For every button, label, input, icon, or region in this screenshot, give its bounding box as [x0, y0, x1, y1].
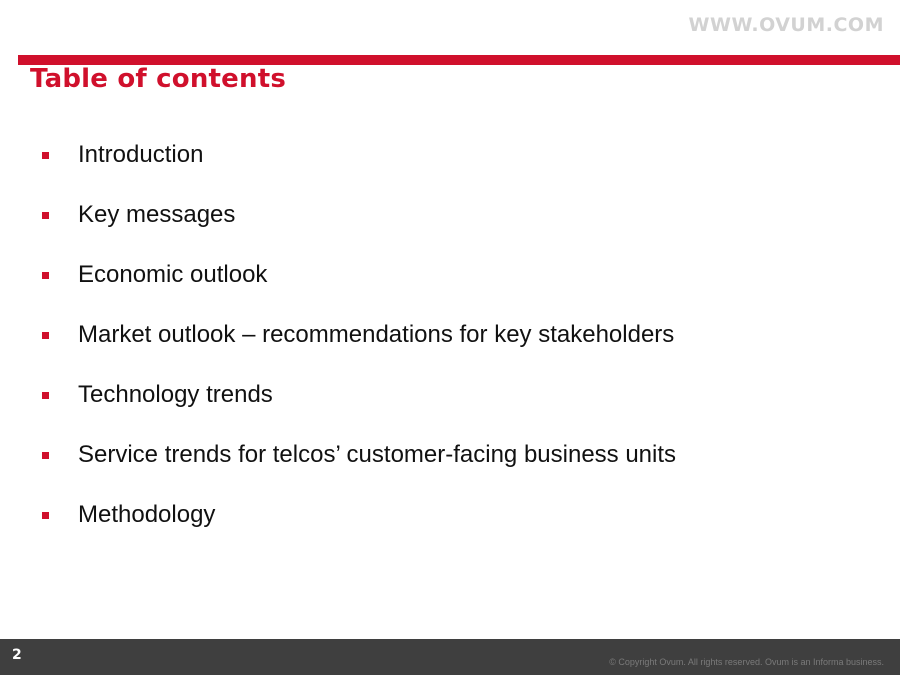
toc-item-introduction — [42, 138, 676, 198]
copyright-notice: © Copyright Ovum. All rights reserved. Ovum is an Informa business. — [609, 657, 884, 667]
toc-item-technology-trends — [42, 378, 676, 438]
toc-item-methodology — [42, 498, 676, 558]
bullet-square-icon — [42, 512, 49, 519]
footer-bar — [0, 639, 900, 675]
toc-item-label: Service trends for telcos’ customer-facing business units — [78, 441, 677, 468]
bullet-square-icon — [42, 332, 49, 339]
toc-item-market-outlook — [42, 318, 676, 378]
toc-item-label: Key messages — [78, 201, 236, 228]
toc-list — [42, 138, 676, 558]
page-number: 2 — [12, 647, 22, 663]
toc-item-label: Economic outlook — [78, 261, 268, 288]
toc-item-label: Market outlook – recommendations for key stakeholders — [78, 321, 675, 348]
bullet-square-icon — [42, 452, 49, 459]
bullet-square-icon — [42, 212, 49, 219]
toc-item-label: Methodology — [78, 501, 216, 528]
toc-item-label: Introduction — [78, 141, 204, 168]
bullet-square-icon — [42, 272, 49, 279]
toc-item-label: Technology trends — [78, 381, 273, 408]
toc-item-key-messages — [42, 198, 676, 258]
toc-item-economic-outlook — [42, 258, 676, 318]
toc-item-service-trends — [42, 438, 676, 498]
page-title: Table of contents — [30, 64, 287, 94]
bullet-square-icon — [42, 392, 49, 399]
bullet-square-icon — [42, 152, 49, 159]
brand-url: WWW.OVUM.COM — [688, 14, 884, 36]
